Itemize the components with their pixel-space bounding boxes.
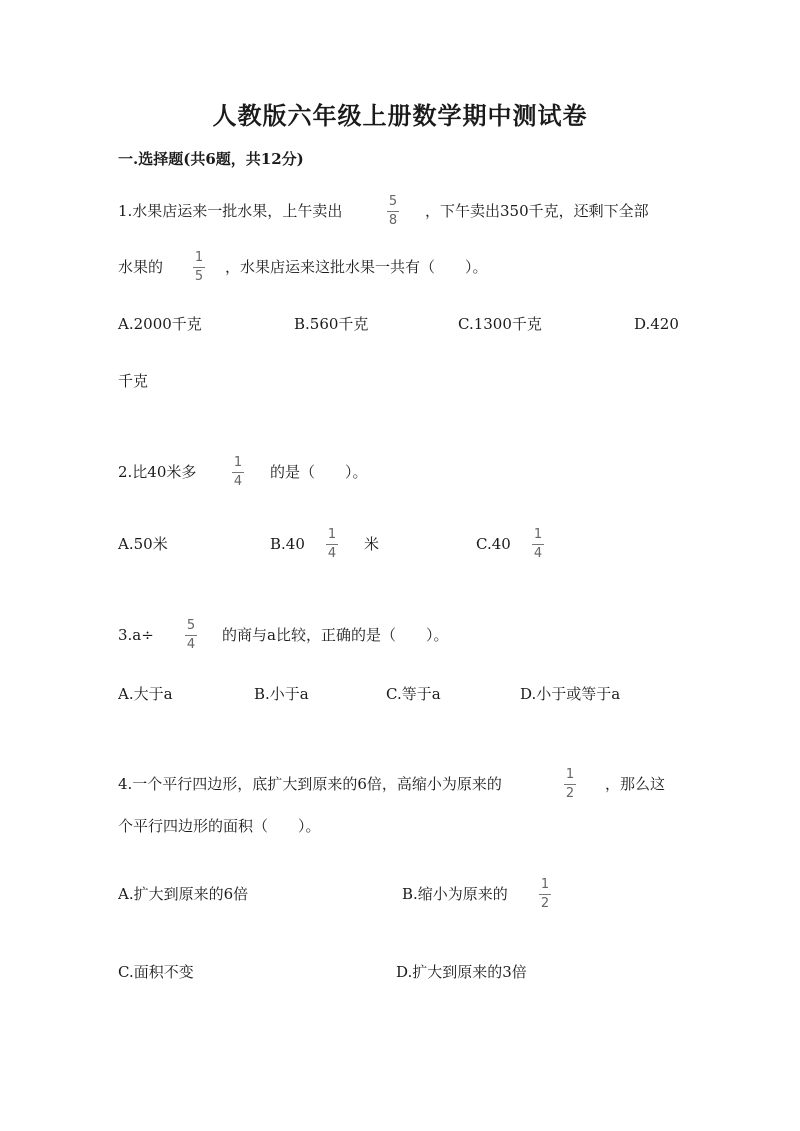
q1-option-d-continued: 千克 (118, 372, 149, 390)
q4-stem-b: ，那么这 (605, 775, 666, 793)
q1-fraction-1-5 (193, 250, 205, 284)
q4-option-b-fraction (539, 877, 551, 911)
fraction-numerator: 1 (565, 767, 575, 782)
fraction-bar (539, 894, 551, 895)
q2-option-b-fraction (326, 527, 338, 561)
fraction-numerator: 1 (533, 527, 543, 542)
fraction-numerator: 5 (186, 618, 196, 633)
q1-option-a: A.2000千克 (118, 315, 202, 333)
q2-option-b: B.40 (270, 535, 305, 553)
fraction-numerator: 1 (194, 250, 204, 265)
fraction-bar (232, 472, 244, 473)
q2-option-a: A.50米 (118, 535, 168, 553)
page-title: 人教版六年级上册数学期中测试卷 (212, 101, 588, 130)
fraction-bar (326, 544, 338, 545)
q4-option-a: A.扩大到原来的6倍 (118, 885, 249, 903)
fraction-bar (532, 544, 544, 545)
fraction-numerator: 1 (327, 527, 337, 542)
q4-option-c: C.面积不变 (118, 963, 194, 981)
q1-stem-line2-b: ，水果店运来这批水果一共有（ ）。 (225, 258, 488, 276)
fraction-bar (564, 784, 576, 785)
q2-stem-b: 的是（ ）。 (270, 463, 368, 481)
fraction-denominator: 2 (565, 786, 575, 801)
q2-option-c-fraction (532, 527, 544, 561)
q2-stem-a: 2.比40米多 (118, 463, 197, 481)
q1-option-c: C.1300千克 (458, 315, 542, 333)
fraction-bar (185, 635, 197, 636)
fraction-bar (387, 211, 399, 212)
fraction-numerator: 1 (540, 877, 550, 892)
q4-stem-c: 个平行四边形的面积（ ）。 (118, 817, 321, 835)
q4-fraction-1-2 (564, 767, 576, 801)
q3-option-a: A.大于a (118, 685, 173, 703)
fraction-denominator: 5 (194, 269, 204, 284)
q1-stem-line1-b: ，下午卖出350千克，还剩下全部 (425, 202, 649, 220)
q2-option-b-unit: 米 (364, 535, 380, 553)
fraction-numerator: 5 (388, 194, 398, 209)
q1-stem-line1-a: 1.水果店运来一批水果，上午卖出 (118, 202, 343, 220)
q1-option-b: B.560千克 (294, 315, 369, 333)
q2-fraction-1-4 (232, 455, 244, 489)
q1-fraction-5-8 (387, 194, 399, 228)
fraction-bar (193, 267, 205, 268)
fraction-denominator: 8 (388, 213, 398, 228)
q2-option-c: C.40 (476, 535, 511, 553)
q4-option-d: D.扩大到原来的3倍 (396, 963, 527, 981)
fraction-numerator: 1 (233, 455, 243, 470)
q1-option-d: D.420 (634, 315, 679, 333)
q3-option-c: C.等于a (386, 685, 441, 703)
q3-fraction-5-4 (185, 618, 197, 652)
q3-stem-b: 的商与a比较，正确的是（ ）。 (222, 626, 449, 644)
q3-stem-a: 3.a÷ (118, 626, 154, 644)
q3-option-d: D.小于或等于a (520, 685, 621, 703)
fraction-denominator: 4 (186, 637, 196, 652)
q4-option-b: B.缩小为原来的 (402, 885, 508, 903)
fraction-denominator: 2 (540, 896, 550, 911)
fraction-denominator: 4 (233, 474, 243, 489)
q4-stem-a: 4.一个平行四边形，底扩大到原来的6倍，高缩小为原来的 (118, 775, 502, 793)
section-heading: 一.选择题(共6题，共12分) (118, 150, 304, 168)
q3-option-b: B.小于a (254, 685, 309, 703)
fraction-denominator: 4 (533, 546, 543, 561)
q1-stem-line2-a: 水果的 (118, 258, 164, 276)
fraction-denominator: 4 (327, 546, 337, 561)
